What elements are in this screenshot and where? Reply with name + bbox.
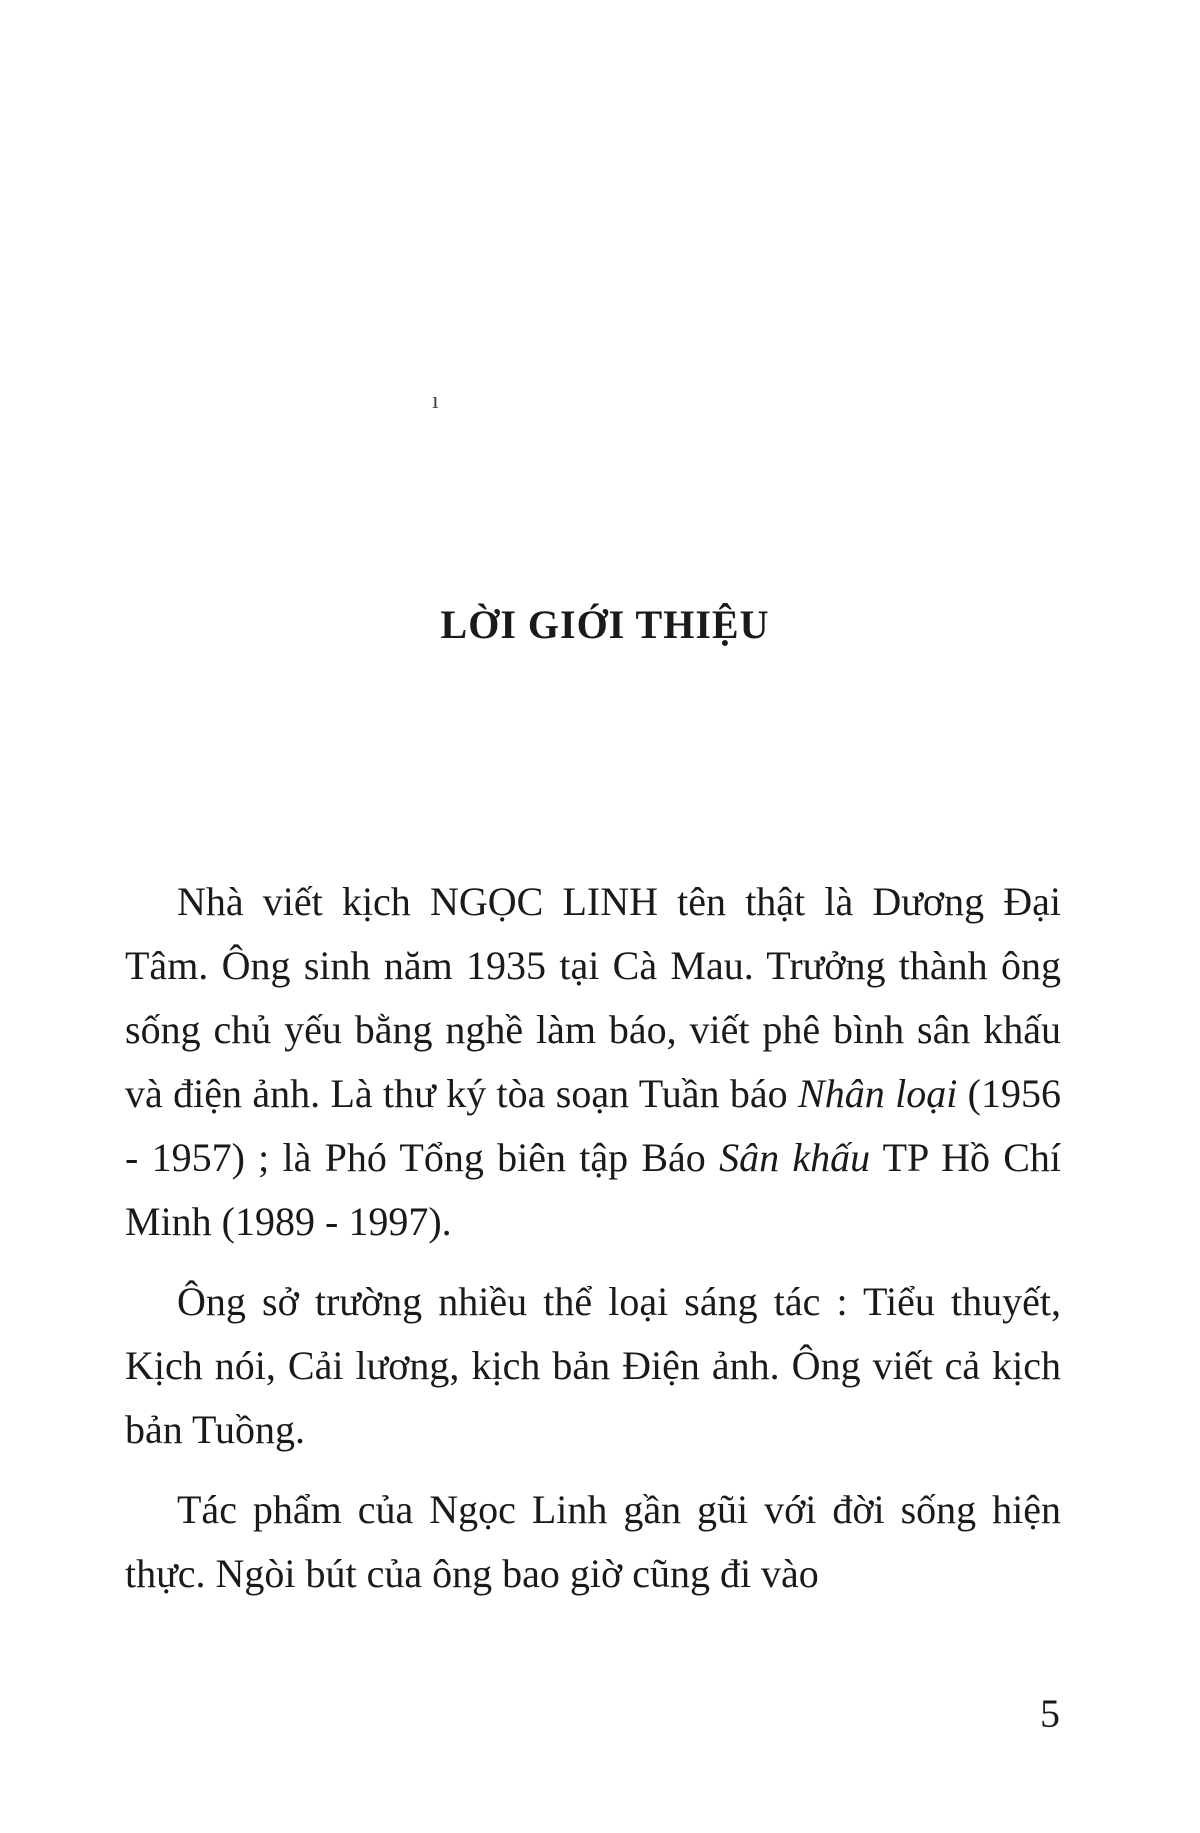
paragraph-biography [125,870,1061,1254]
periodical-title-nhan-loai: Nhân loại [798,1071,958,1116]
text-segment: (1956 - 1957) ; là Phó Tổng biên tập Báo [125,1071,1061,1180]
scan-speck: ı [432,388,439,414]
text-segment: Ông sở trường nhiều thể loại sáng tác : Tiểu thuyết, Kịch nói, Cải lương, kịch bản Điện ảnh. Ông viết cả kịch bản Tuồng. [125,1279,1061,1452]
periodical-title-san-khau: Sân khấu [719,1135,871,1180]
text-segment: Nhà viết kịch NGỌC LINH tên thật là Dương Đại Tâm. Ông sinh năm 1935 tại Cà Mau. Trưởng thành ông sống chủ yếu bằng nghề làm báo, viết phê bình sân khấu và điện ảnh. Là thư ký tòa soạn Tuần báo [125,879,1061,1116]
page-number: 5 [1040,1691,1060,1736]
page-title: LỜI GIỚI THIỆU [440,601,770,647]
text-segment: Tác phẩm của Ngọc Linh gần gũi với đời sống hiện thực. Ngòi bút của ông bao giờ cũng đi vào [125,1487,1061,1596]
body-text [125,870,1061,1606]
text-segment: TP Hồ Chí Minh (1989 - 1997). [125,1135,1061,1244]
paragraph-works [125,1478,1061,1606]
paragraph-genres [125,1270,1061,1462]
